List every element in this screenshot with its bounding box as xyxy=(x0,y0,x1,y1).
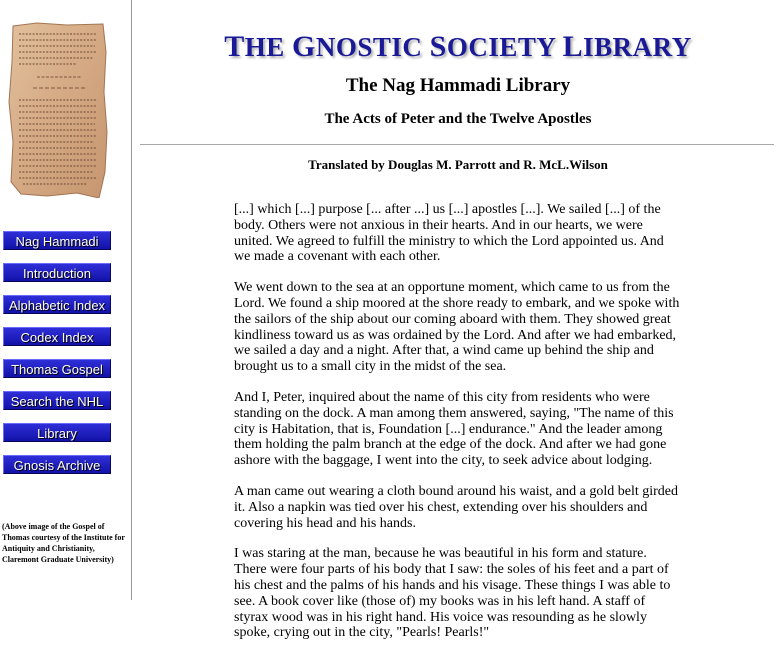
nav-codex-index[interactable]: Codex Index xyxy=(3,327,111,346)
horizontal-rule xyxy=(140,144,774,145)
nav-library[interactable]: Library xyxy=(3,423,111,442)
nav-gnosis-archive[interactable]: Gnosis Archive xyxy=(3,455,111,474)
nav-introduction[interactable]: Introduction xyxy=(3,263,111,282)
text-title: The Acts of Peter and the Twelve Apostles xyxy=(324,111,592,127)
paragraph: I was staring at the man, because he was beautiful in his form and stature. There were four parts of his body that I saw: the soles of his feet and a part of his chest and the palms of his hands and his visage. These things I was able to see. A book cover like (those of) my books was in his left hand. A staff of styrax wood was in his right hand. His voice was resounding as he slowly spoke, crying out in the city, "Pearls! Pearls!" xyxy=(234,546,671,641)
site-title[interactable]: THE GNOSTIC SOCIETY LIBRARY xyxy=(224,30,692,63)
nav-search-the-nhl[interactable]: Search the NHL xyxy=(3,391,111,410)
body-text xyxy=(234,202,680,656)
nav-nag-hammadi[interactable]: Nag Hammadi xyxy=(3,231,111,250)
main-content xyxy=(140,0,776,641)
paragraph: A man came out wearing a cloth bound around his waist, and a gold belt girded it. Also a napkin was tied over his chest, extending over his shoulders and covering his head and his hands. xyxy=(234,483,679,531)
paragraph: We went down to the sea at an opportune moment, which came to us from the Lord. We found a ship moored at the shore ready to embark, and we spoke with the sailors of the ship about our coming aboard with them. They showed great kindliness toward us as was ordained by the Lord. And after we had embarked, we sailed a day and a night. After that, a wind came up behind the ship and brought us to a small city in the midst of the sea. xyxy=(234,280,680,375)
nav-alphabetic-index[interactable]: Alphabetic Index xyxy=(3,295,111,314)
paragraph: And I, Peter, inquired about the name of this city from residents who were standing on the dock. A man among them answered, saying, "The name of this city is Habitation, that is, Foundation [...] endurance." And the leader among them holding the palm branch at the edge of the dock. And after we had gone ashore with the baggage, I went into the city, to seek advice about lodging. xyxy=(234,389,674,469)
sidebar xyxy=(0,0,132,600)
nav-thomas-gospel[interactable]: Thomas Gospel xyxy=(3,359,111,378)
library-title: The Nag Hammadi Library xyxy=(345,75,571,96)
translator-credit: Translated by Douglas M. Parrott and R. McL.Wilson xyxy=(308,157,608,172)
image-caption: (Above image of the Gospel of Thomas courtesy of the Institute for Antiquity and Christianity, Claremont Graduate University) xyxy=(2,522,125,564)
manuscript-image xyxy=(7,22,109,198)
paragraph: [...] which [...] purpose [... after ...] us [...] apostles [...]. We sailed [...] of the body. Others were not anxious in their hearts. And in our hearts, we were united. We agreed to fulfill the ministry to which the Lord appointed us. And we made a covenant with each other. xyxy=(234,202,664,265)
